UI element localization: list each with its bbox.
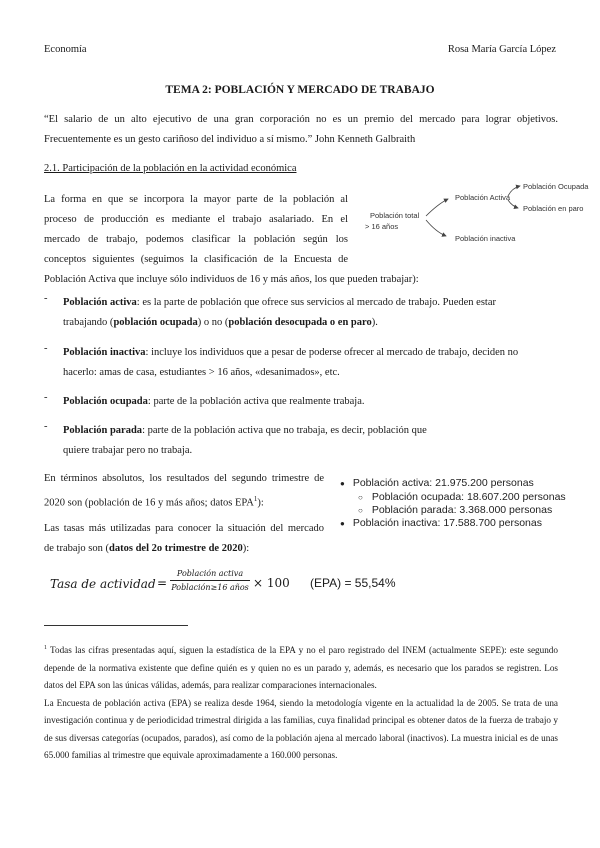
tasas-period: datos del 2o trimestre de 2020 [109, 543, 243, 554]
formula-numerator: Población activa [176, 569, 244, 578]
tasas-line-1: Las tasas más utilizadas para conocer la situación del mercado [44, 523, 324, 534]
intro-line-2: proceso de producción es mediante el trabajo asalariado. En el [44, 214, 348, 225]
bullet-icon: ● [340, 479, 345, 488]
absolute-line-2 [44, 489, 334, 514]
absolute-line-2-text: 2020 son (población de 16 y más años; datos EPA [44, 497, 254, 509]
sub-bullet-icon: ○ [358, 493, 363, 502]
term-poblacion-ocupada: población ocupada [113, 317, 198, 328]
bullet-inactiva-text2: hacerlo: amas de casa, estudiantes > 16 años, «desanimados», etc. [63, 367, 340, 378]
bullet-parada-text2: quiere trabajar pero no trabaja. [63, 445, 193, 456]
epigraph-quote: “El salario de un alto ejecutivo de una gran corporación no es un premio del mercado para lograr objetivos. Frecuentemente es un gesto cariñoso del individuo a sí mismo.” John Kenneth Galbraith [44, 114, 558, 145]
bullet-parada [63, 421, 463, 461]
formula-result: (EPA) = 55,54% [310, 576, 396, 590]
stat-activa [340, 477, 534, 489]
footnote-ref[interactable]: 1 [253, 495, 258, 503]
intro-line-3: mercado de trabajo, podemos clasificar la población según los [44, 234, 348, 245]
bullet-activa-text4: ). [371, 317, 378, 328]
bullet-activa-text: : es la parte de población que ofrece sus servicios al mercado de trabajo. Pueden estar [136, 297, 496, 308]
diagram-root-sublabel: > 16 años [365, 222, 399, 231]
footnote-paragraph-1 [44, 640, 558, 695]
stat-activa-text: Población activa: 21.975.200 personas [352, 477, 534, 489]
bullet-icon: ● [340, 519, 345, 528]
formula-denominator: Población≥16 años [171, 583, 249, 592]
sub-bullet-icon: ○ [358, 506, 363, 515]
stat-inactiva-text: Población inactiva: 17.588.700 personas [352, 517, 542, 529]
bullet-inactiva [63, 343, 557, 383]
page-title: TEMA 2: POBLACIÓN Y MERCADO DE TRABAJO [165, 84, 435, 96]
bullet-ocupada [63, 392, 557, 412]
intro-line-1: La forma en que se incorpora la mayor parte de la población al [44, 194, 348, 205]
diagram-root-label: Población total [370, 211, 420, 220]
bullet-dash: - [44, 421, 48, 432]
footnote-mark: 1 [44, 645, 47, 651]
formula-lhs: Tasa de actividad [50, 577, 156, 591]
term-poblacion-inactiva: Población inactiva [63, 347, 146, 358]
bullet-ocupada-text: : parte de la población activa que realmente trabaja. [147, 396, 365, 407]
diagram-activa-label: Población Activa [455, 193, 511, 202]
absolute-line-2-end: ): [257, 497, 264, 509]
stat-ocupada-text: Población ocupada: 18.607.200 personas [371, 491, 566, 503]
arrow-to-inactiva [426, 220, 446, 236]
tasas-line-2 [44, 539, 344, 559]
absolute-line-1: En términos absolutos, los resultados del segundo trimestre de [44, 473, 324, 484]
intro-line-5: Población Activa que incluye sólo individuos de 16 y más años, los que pueden trabajar): [44, 274, 419, 285]
diagram-paro-label: Población en paro [523, 204, 584, 213]
activity-rate-formula [50, 568, 410, 602]
bullet-parada-text: : parte de la población activa que no trabaja, es decir, población que [142, 425, 427, 436]
term-poblacion-ocupada-def: Población ocupada [63, 396, 148, 407]
diagram-ocupada-label: Población Ocupada [523, 182, 589, 191]
term-poblacion-desocupada: población desocupada o en paro [228, 317, 372, 328]
stat-parada [358, 504, 552, 516]
stat-parada-text: Población parada: 3.368.000 personas [371, 504, 553, 516]
bullet-activa-text2: trabajando ( [63, 317, 114, 328]
footnote-separator [44, 625, 188, 626]
stat-ocupada [358, 491, 566, 503]
stat-inactiva [340, 517, 542, 529]
term-poblacion-activa: Población activa [63, 297, 137, 308]
population-diagram [360, 178, 590, 248]
fraction-bar [170, 580, 250, 581]
bullet-dash: - [44, 392, 48, 403]
bullet-inactiva-text: : incluye los individuos que a pesar de poderse ofrecer al mercado de trabajo, deciden no [145, 347, 519, 358]
arrow-to-activa [426, 199, 448, 216]
tasas-line-2-end: ): [242, 543, 250, 554]
formula-equals: = [157, 576, 168, 590]
formula-fraction [170, 568, 250, 593]
bullet-dash: - [44, 343, 48, 354]
header-subject: Economía [44, 44, 87, 55]
term-poblacion-parada: Población parada [63, 425, 143, 436]
formula-times: × 100 [253, 576, 290, 590]
section-heading: 2.1. Participación de la población en la actividad económica [44, 163, 297, 174]
footnote-paragraph-2: La Encuesta de población activa (EPA) se realiza desde 1964, siendo la metodología vigente en la actualidad la de 2005. Se trata de una investigación continua y de periodicidad trimestral dirigida a las familias, cuya finalidad principal es obtener datos de la fuerza de trabajo y de sus diversas categorías (ocupados, parados), así como de la población ajena al mercado laboral (inactivos). La muestra inicial es de unas 65.000 familias al trimestre que equivale aproximadamente a 160.000 personas. [44, 697, 558, 761]
footnote [44, 640, 558, 765]
footnote-text-1: Todas las cifras presentadas aquí, siguen la estadística de la EPA y no el paro registrado del INEM (actualmente SEPE): este segundo depende de la normativa existente que define quién es y quien no es un parado y, además, es necesario que los parados se registren. Los datos del EPA son las únicas válidas, además, para realizar comparaciones internacionales. [44, 645, 558, 691]
diagram-inactiva-label: Población inactiva [455, 234, 516, 243]
bullet-activa-text3: ) o no ( [197, 317, 229, 328]
bullet-activa [63, 293, 557, 333]
bullet-dash: - [44, 293, 48, 304]
tasas-line-2-text: de trabajo son ( [44, 543, 110, 554]
intro-line-4: conceptos siguientes (seguimos la clasificación de la Encuesta de [44, 254, 348, 265]
header-author: Rosa María García López [447, 44, 556, 55]
